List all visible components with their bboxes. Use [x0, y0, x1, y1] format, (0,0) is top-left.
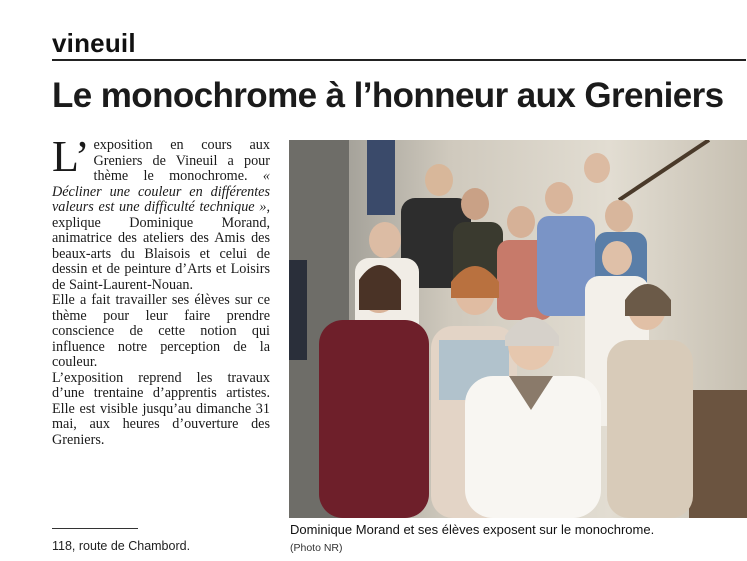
article-body	[52, 132, 270, 448]
address: 118, route de Chambord.	[52, 539, 191, 553]
article-paragraph-2: Elle a fait travailler ses élèves sur ce thème pour leur faire prendre conscience de cette notion qui influence notre perception de la couleur.	[52, 292, 270, 370]
address-rule	[52, 528, 138, 529]
article-paragraph-1	[52, 132, 270, 293]
article-paragraph-3: L’exposition reprend les travaux d’une trentaine d’apprentis artistes. Elle est visible jusqu’au dimanche 31 mai, aux heures d’ouverture des Greniers.	[52, 369, 270, 448]
quote: « Décliner une couleur en différentes valeurs est une difficulté technique »	[52, 168, 270, 215]
section-title: vineuil	[52, 28, 136, 58]
paragraph-1-end: , explique Dominique Morand, animatrice des ateliers des Amis des beaux-arts du Blaisois et celui de dessin et de peinture d’Arts et Loisirs de Saint-Laurent-Nouan.	[52, 199, 270, 293]
section-rule	[52, 59, 746, 61]
paragraph-1-start: exposition en cours aux Greniers de Vineuil a pour thème le monochrome.	[93, 137, 270, 184]
group-photo	[289, 140, 747, 518]
photo-credit: (Photo NR)	[290, 542, 343, 554]
drop-cap: L’	[52, 132, 90, 181]
photo-caption: Dominique Morand et ses élèves exposent sur le monochrome.	[290, 522, 655, 537]
headline: Le monochrome à l’honneur aux Greniers	[52, 76, 724, 115]
